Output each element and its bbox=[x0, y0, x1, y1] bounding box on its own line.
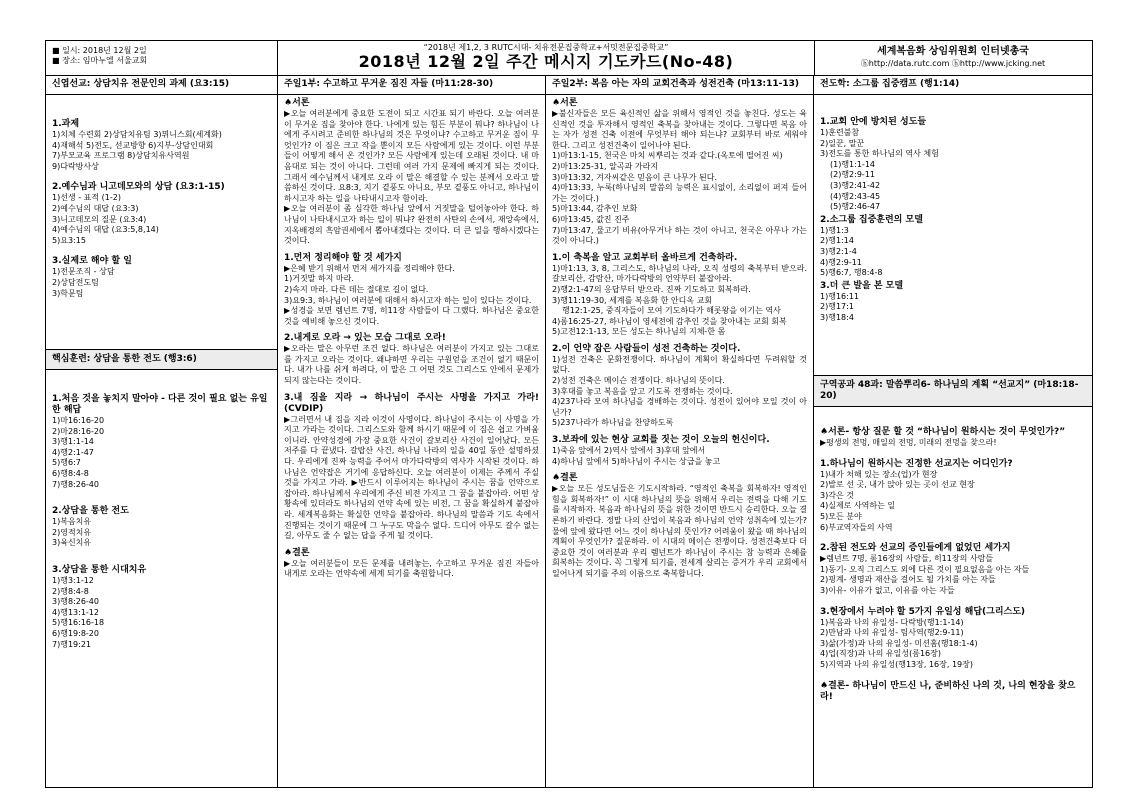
col1-s2-list bbox=[52, 193, 271, 246]
col2-intro-p2: ▶오늘 여러분이 좀 심각한 하나님 앞에서 거짓말을 털어놓아야 한다. 하나님이 나타내시고자 하는 일이 뭐냐? 완전히 사탄의 손에서, 재앙속에서, 지옥배경의 흑암권세에서 뽑아내겠다는 것이다. 더 큰 일을 행하시겠다는 것이다. bbox=[284, 204, 539, 246]
list-item: 9)다락방사상 bbox=[52, 161, 99, 171]
header-title-block bbox=[278, 41, 815, 75]
col2-intro-p1: ▶오늘 여러분에게 중요한 도전이 되고 시간표 되기 바란다. 오늘 여러분이 무거운 짐을 찾아야 한다. 나에게 있는 힘든 부분이 뭐냐? 하나님이 나에게 주시려고 준비한 하나님의 것은 무엇이냐? 수고하고 무거운 짐이 무엇인가? 이 짐은 크고 작을 뿐이지 모든 사람에게 있는 것이다. 이런 부분들이 어떻게 해서 온 것인가? 모든 사람에게 있는데 오래된 것이다. 내 마음대로 되는 것이 아니다. 그런데 여러 가지 문제에 빠지게 되는 것이다. 그래서 예수님께서 내게로 오라 이 말은 해결할 수 있는 분께서 오라고 말씀하신 것이다. 요8:3, 지기 곁풍도 아니요, 부모 곁풍도 아니고, 하나님이 하시고자 하는 일을 나타내시고자 함이라. bbox=[284, 109, 539, 203]
col4-intro-line: ▶평생의 전멍, 매일의 전멍, 미래의 전멍을 찾으라! bbox=[820, 438, 997, 447]
list-item: 2)발로 선 곳, 내가 앉아 있는 곳이 선교 현장 bbox=[820, 480, 975, 490]
list-item: 1)내가 처해 있는 장소(업)가 현장 bbox=[820, 469, 938, 479]
org-urls: ⓗhttp://data.rutc.com ⓗhttp://www.jcking.net bbox=[860, 59, 1046, 68]
list-item: 3)마13:32, 겨자씨같은 믿음이 큰 나무가 된다. bbox=[552, 172, 717, 182]
col3-p1-title: 1.이 축복을 알고 교회부터 올바르게 건축하라. bbox=[552, 252, 738, 263]
list-item: 3)삶(가정)과 나의 유일성- 미션홈(행18:1-4) bbox=[820, 638, 978, 648]
column-1 bbox=[46, 75, 278, 787]
col1-s1-title: 1.과제 bbox=[52, 119, 80, 129]
list-item: 2)마13:25-31, 알곡과 가라지 bbox=[552, 161, 659, 171]
col3-p3-list bbox=[552, 446, 807, 467]
header-org bbox=[814, 41, 1092, 75]
col1-t3-title: 3.상담을 통한 시대치유 bbox=[52, 564, 147, 575]
col3-p1-list bbox=[552, 264, 807, 338]
list-item: 4)롬16:25-27, 하나님이 영세전에 감추인 것을 찾아내는 교회 회복 bbox=[552, 316, 787, 326]
list-item: 2)행8:4-8 bbox=[52, 586, 89, 596]
col1-t2-title: 2.상담을 통한 전도 bbox=[52, 506, 129, 517]
col1-t1-title: 1.처음 것을 놓치지 말아야 - 다른 것이 필요 없는 유일한 해답 bbox=[52, 394, 268, 415]
list-item: 1)마16:16-20 bbox=[52, 416, 105, 425]
list-item: 1)동기- 오직 그리스도 외에 다른 것이 필요없음을 아는 자들 bbox=[820, 564, 1030, 574]
col4-heading: 전도학: 소그룹 집중캠프 (행1:14) bbox=[814, 75, 1092, 95]
place-line: ■ 장소: 임마누엘 서울교회 bbox=[52, 56, 148, 65]
list-item: 2)행2:1-47의 응답부터 받으라. 진짜 기도하고 회복하라. bbox=[552, 284, 751, 294]
col3-p3-title: 3.보좌에 있는 현상 교회를 짓는 것이 오늘의 헌신이다. bbox=[552, 435, 770, 446]
list-item: 4)실제로 사역하는 일 bbox=[820, 501, 896, 511]
col3-concl-title: ♠결론 bbox=[552, 473, 578, 484]
col4-q2-title: 2.참된 전도와 선교의 증인들에게 없었던 세가지 bbox=[820, 543, 1011, 554]
col4-intro-title: ♠서론- 항상 질문 할 것 “하나님이 원하시는 것이 무엇인가?” bbox=[820, 427, 1066, 437]
list-item: 3)행2:1-4 bbox=[820, 246, 857, 256]
list-item: 2)만남과 나의 유일성- 팀사역(행2:9-11) bbox=[820, 628, 964, 638]
list-item: 1)성전 건축은 문화전쟁이다. 하나님이 계획이 확실하다면 두려워할 것 없다. bbox=[552, 354, 807, 375]
col3-intro-p1: ▶불신자들은 모든 육신적인 삶을 위해서 영적인 것을 놓친다. 성도는 육신적인 것을 투자해서 영적인 축복을 찾아내는 것이다. 그렇다면 복음 아는 자가 성전 건축 이전에 무엇부터 해야 되는냐? 교회부터 바로 세워야 한다. 그리고 성전건축이 일어나야 된다. bbox=[552, 109, 807, 150]
col4-concl-title: ♠결론- 하나님이 만드신 나, 준비하신 나의 것, 나의 현장을 찾으라! bbox=[820, 680, 1076, 702]
list-item: 4)행13:1-12 bbox=[52, 607, 99, 617]
list-item: 2)행1:14 bbox=[820, 236, 854, 246]
list-item: 3)이유- 이유가 없고, 이유를 아는 자들 bbox=[820, 585, 955, 595]
list-item: 5)마13:44, 감추인 보화 bbox=[552, 204, 638, 214]
list-item: 4)마13:33, 누룩(하나님의 말씀의 능력은 표시없이, 소리없이 퍼져 들어가는 것이다.) bbox=[552, 183, 807, 203]
col2-p2-text: ▶오라는 말은 아무런 조건 없다. 하나님은 여러분이 가지고 있는 그대로를 가지고 오라는 것이다. 왜냐하면 우리는 구원얻을 조건이 없기 때문이다. 내가 나를 쉬게 하려다, 이 말은 그 어떤 것도 그리스도 안에서 문제가 되지 않는다는 것이다. bbox=[284, 344, 539, 386]
list-item: 5)지역과 나의 유일성(행13장, 16장, 19장) bbox=[820, 659, 973, 669]
list-item: 1)훈련불참 bbox=[820, 128, 860, 137]
col2-intro-title: ♠서론 bbox=[284, 98, 310, 108]
col1-t2-list bbox=[52, 517, 271, 549]
list-item: 2)일꾼, 말꾼 bbox=[820, 138, 865, 148]
list-item: 2)행17:1 bbox=[820, 302, 854, 312]
list-item: 3)행1:1-14 bbox=[52, 437, 94, 447]
list-item: 5)237나라가 하나님을 찬양하도록 bbox=[552, 418, 674, 428]
list-item: 3)요9:3, 하나님이 여러분에 대해서 하시고자 하는 일이 있다는 것이다. bbox=[284, 295, 532, 305]
column-2 bbox=[278, 75, 546, 787]
list-item: 3)행18:4 bbox=[820, 312, 854, 322]
col1-s3-list bbox=[52, 267, 271, 299]
col2-p2-title: 2.내게로 오라 → 있는 모습 그대로 오라! bbox=[284, 333, 446, 344]
col4-s2-title: 2.소그룹 집중훈련의 모델 bbox=[820, 214, 923, 225]
col1-s3-title: 3.실제로 해야 할 일 bbox=[52, 256, 132, 267]
list-item: 3)후대를 놓고 복음을 앞고 기도록 전쟁하는 것이다. bbox=[552, 386, 733, 396]
list-item: 1)거짓말 하지 마라. bbox=[284, 274, 354, 284]
col4-q1-title: 1.하나님이 원하시는 진정한 선교지는 어디인가? bbox=[820, 458, 1013, 469]
col3-intro-list bbox=[552, 151, 807, 246]
list-item: 5)요3:15 bbox=[52, 235, 86, 245]
list-item: ▶성경을 보면 렘넌트 7명, 히11장 사람들이 다 그랬다. 하나님은 중요한 것을 예비해 놓으신 것이다. bbox=[284, 306, 539, 326]
list-item: 5)행16:16-18 bbox=[52, 618, 105, 628]
list-item: 2)상담전도팀 bbox=[52, 277, 99, 287]
list-item: 3)학문팀 bbox=[52, 288, 84, 298]
col4-s2-list bbox=[820, 226, 1086, 279]
card-header bbox=[46, 41, 1092, 76]
list-item: 6)마13:45, 값진 진주 bbox=[552, 214, 630, 224]
col2-concl-text: ▶오늘 여러분들이 모든 문제를 내려놓는, 수고하고 무거운 짐진 자들아 내게로 오라는 언약속에 세계 되기를 축원합니다. bbox=[284, 558, 539, 579]
list-item: 4)재해석 5)전도, 선교방향 6)지부-상담인대회 bbox=[52, 140, 214, 150]
list-item: 1)치체 수련회 2)상담치유팀 3)뮈니스회(세계화) bbox=[52, 130, 222, 139]
col4-s1-title: 1.교회 안에 방치된 성도들 bbox=[820, 117, 927, 127]
col4-q1-list bbox=[820, 470, 1086, 534]
col3-p2-list bbox=[552, 355, 807, 429]
list-item: 2)예수님의 대답 (요3:3) bbox=[52, 203, 139, 213]
list-item: 1)마1:13, 3, 8, 그리스도, 하나님의 나라, 오직 성령의 축복부터 받으라. 갈보리산, 감람산, 마가다락방의 언약부터 붙잡아라. bbox=[552, 263, 807, 284]
list-item: 4)하나님 앞에서 5)하나님이 주시는 상급을 놓고 bbox=[552, 456, 721, 466]
col1-t3-list bbox=[52, 576, 271, 650]
col2-heading: 주일1부: 수고하고 무거운 짐진 자들 (마11:28-30) bbox=[278, 75, 545, 95]
col4-s1-list bbox=[820, 128, 1086, 213]
page-title: 2018년 12월 2일 주간 메시지 기도카드(No-48) bbox=[358, 52, 734, 71]
list-item: 7)행19:21 bbox=[52, 639, 91, 649]
list-item: 2)영적치유 bbox=[52, 527, 92, 537]
list-item: 1)행16:11 bbox=[820, 291, 859, 301]
list-item: 4)업(직장)과 나의 유일성(롬16장) bbox=[820, 649, 941, 659]
col1-heading2: 핵심훈련: 상담을 통한 전도 (행3:6) bbox=[46, 349, 277, 370]
date-line: ■ 일시: 2018년 12월 2일 bbox=[52, 46, 147, 55]
list-item: 1)복음치유 bbox=[52, 517, 92, 527]
col1-s1-list bbox=[52, 130, 271, 172]
list-item: 6)부교역자들의 사역 bbox=[820, 522, 893, 532]
col4-heading2: 구역공과 48과: 말씀뿌리6- 하나님의 계획 “선교지” (마18:18-20) bbox=[814, 375, 1092, 407]
col1-t1-list bbox=[52, 416, 271, 490]
list-item: 2)성전 건축은 메이슨 전쟁이다. 하나님의 뜻이다. bbox=[552, 376, 725, 386]
org-name: 세계복음화 상임위원회 인터넷총국 bbox=[877, 46, 1029, 57]
list-item: ▶렘넌트 7명, 롬16장의 사람들, 히11장의 사람들 bbox=[820, 554, 994, 564]
prayer-card bbox=[45, 40, 1093, 788]
header-meta bbox=[46, 41, 278, 75]
list-item: 3)행8:26-40 bbox=[52, 597, 99, 607]
list-item: 행12:1-25, 중직자들이 모여 기도하다가 해롯왕을 이기는 역사 bbox=[562, 306, 781, 316]
list-item: 2)마28:16-20 bbox=[52, 426, 105, 436]
header-subtitle: “2018년 제1,2, 3 RUTC시대- 치유전문집중학교+서밋전문집중학교” bbox=[423, 43, 669, 52]
list-item: 1)행3:1-12 bbox=[52, 575, 94, 585]
list-item: 5)고전12:1-13, 모든 성도는 하나님의 지체-한 몸 bbox=[552, 327, 726, 337]
list-item: 5)모든 분야 bbox=[820, 511, 862, 521]
col3-p2-title: 2.이 언약 잡은 사람들이 성전 건축하는 것이다. bbox=[552, 343, 741, 354]
list-item: 2)속지 마라. 다른 데는 절대로 길이 없다. bbox=[284, 284, 429, 294]
list-item: 4)237나라 모여 하나님을 경배하는 것이다. 성전이 있어야 모일 것이 아닌가? bbox=[552, 397, 807, 417]
list-item: 1)행1:3 bbox=[820, 225, 849, 235]
list-item: 4)행2:9-11 bbox=[820, 257, 862, 267]
list-item: 5)행6:7, 행8:4-8 bbox=[820, 268, 883, 278]
list-item: 2)핑계- 생명과 재산을 걸어도 될 가치를 아는 자들 bbox=[820, 575, 996, 585]
list-item: (3)행2:41-42 bbox=[830, 180, 881, 190]
list-item: 5)행6:7 bbox=[52, 458, 81, 468]
list-item: 3)니고데모의 질문 (요3:4) bbox=[52, 214, 147, 224]
col4-q2-list bbox=[820, 554, 1086, 596]
col4-q3-title: 3.현장에서 누려야 할 5가지 유일성 해답(그리스도) bbox=[820, 606, 1026, 617]
list-item: 1)복음과 나의 유일성- 다락방(행1:1-14) bbox=[820, 617, 964, 627]
list-item: 7)마13:47, 물고기 비유(아무거나 하는 것이 아니고, 천국은 아무나 가는 것이 아니다.) bbox=[552, 225, 807, 246]
list-item: 1)전문조직 - 상담 bbox=[52, 267, 115, 277]
col3-intro-title: ♠서론 bbox=[552, 98, 578, 108]
col3-concl-text: ▶오늘 모든 성도님들은 기도시작하라. “영적인 축복을 회복하자! 영적인 힘을 회복하자!” 이 시대 하나님의 뜻을 위해서 우리는 전력을 다해 기도를 시작하자. 복음과 하나님의 뜻을 위한 것이면 반드시 승리한다. 오늘 결론하기 바란다. 정말 나의 산업이 복음과 하나님의 언약 성취속에 있는가? 물에 앞에 왔다면 어느 것이 하나님의 뜻인가? 어려움이 왔을 때 하나님의 계획이 무엇인가? 질문하라. 이 시대의 메이슨 전쟁이다. 성전건축보다 더 중요한 것이 여러분과 우리 렘넌트가 하나님이 주시는 참 능력과 은혜를 회복하는 것이다. 꼭 그렇게 되기를, 전세계 살리는 증거가 우리 교회에서 일어나게 되기를 주의 이름으로 축복합니다. bbox=[552, 484, 807, 578]
col2-p1-title: 1.먼저 정리해야 할 것 세가지 bbox=[284, 252, 402, 263]
col4-s3-list bbox=[820, 292, 1086, 324]
list-item: 4)행2:1-47 bbox=[52, 447, 94, 457]
list-item: (2)행2:9-11 bbox=[830, 170, 876, 180]
col3-heading: 주일2부: 복음 아는 자의 교회건축과 성전건축 (마13:11-13) bbox=[546, 75, 813, 95]
col1-heading: 신엽선교: 상담치유 전문인의 과제 (요3:15) bbox=[46, 75, 277, 95]
col1-s2-title: 2.예수님과 니고데모와의 상담 (요3:1-15) bbox=[52, 182, 225, 193]
col2-p3-text: ▶그러면서 내 짐을 지라 이것이 사명이다. 하나님이 주시는 이 사명을 가지고 가라는 것이다. 그리스도와 함께 하시기 때문에 이 짐은 쉽고 가벼움이니라. 안약성경에 가장 중요한 사건이 갈보리산 사건이 일어났다. 모든 저주를 다 끝냈다. 갈랍산 사건, 하나님 나라의 일을 40일 동안 설명하셨다. 우리에게 진짜 능력을 주어서 마가다락방의 역사가 시작된 것이다. 하나님은 언약잡은 거기에 응답하신다. 오늘 여러분이 이제는 주께서 주실 것을 가지고 가라. ▶반드시 이루어지는 하나님이 주시는 꿈을 언약으로 잡아라. 하나님께서 우리에게 주신 비전 가지고 그 꿈을 붙잡아라. 어떤 상황속에 있더라도 하나님의 언약 속에 있는 비전, 그 꿈을 확실하게 붙잡아라. 세계복음화는 확실한 언약을 붙잡아라. 하나님의 말씀과 기도 속에서 진행되는 것이기 때문에 그 누구도 막을수 없다. 드디어 아무도 갈수 없는 길, 아무도 줄 수 없는 답을 주게 될 것이다. bbox=[284, 414, 539, 541]
list-item: 3)전도를 통한 하나님의 역사 체험 bbox=[820, 149, 939, 159]
list-item: (4)행2:43-45 bbox=[830, 191, 881, 201]
list-item: 1)선생 - 표적 (1-2) bbox=[52, 193, 121, 203]
col2-p1-list bbox=[284, 264, 539, 328]
list-item: 1)마13:1-15, 천국은 마치 씨뿌리는 것과 같다.(옥토에 떨어진 씨) bbox=[552, 151, 783, 161]
column-3 bbox=[546, 75, 814, 787]
list-item: 6)행19:8-20 bbox=[52, 628, 99, 638]
list-item: 3)육신치유 bbox=[52, 538, 92, 548]
list-item: 1)죽음 앞에서 2)역사 앞에서 3)후대 앞에서 bbox=[552, 446, 706, 456]
list-item: 3)행11:19-30, 세계를 복음화 한 안디옥 교회 bbox=[552, 295, 713, 305]
list-item: ▶은혜 받기 위해서 먼저 세가지를 정리해야 한다. bbox=[284, 263, 455, 273]
col2-p3-title: 3.내 짐을 지라 → 하나님이 주시는 사명을 가지고 가라!(CVDIP) bbox=[284, 392, 539, 414]
column-4 bbox=[814, 75, 1092, 787]
list-item: (1)행1:1-14 bbox=[830, 159, 876, 169]
list-item: 4)예수님의 대답 (요3:5,8,14) bbox=[52, 225, 159, 235]
col4-s3-title: 3.더 큰 발을 본 모델 bbox=[820, 280, 904, 291]
list-item: 7)행8:26-40 bbox=[52, 479, 99, 489]
col2-concl-title: ♠결론 bbox=[284, 547, 310, 558]
list-item: 7)부모교육 프로그램 8)상담치유사역원 bbox=[52, 151, 190, 161]
list-item: 6)행8:4-8 bbox=[52, 468, 89, 478]
list-item: 3)각은 것 bbox=[820, 490, 854, 500]
list-item: (5)행2:46-47 bbox=[830, 202, 881, 212]
col4-q3-list bbox=[820, 618, 1086, 671]
